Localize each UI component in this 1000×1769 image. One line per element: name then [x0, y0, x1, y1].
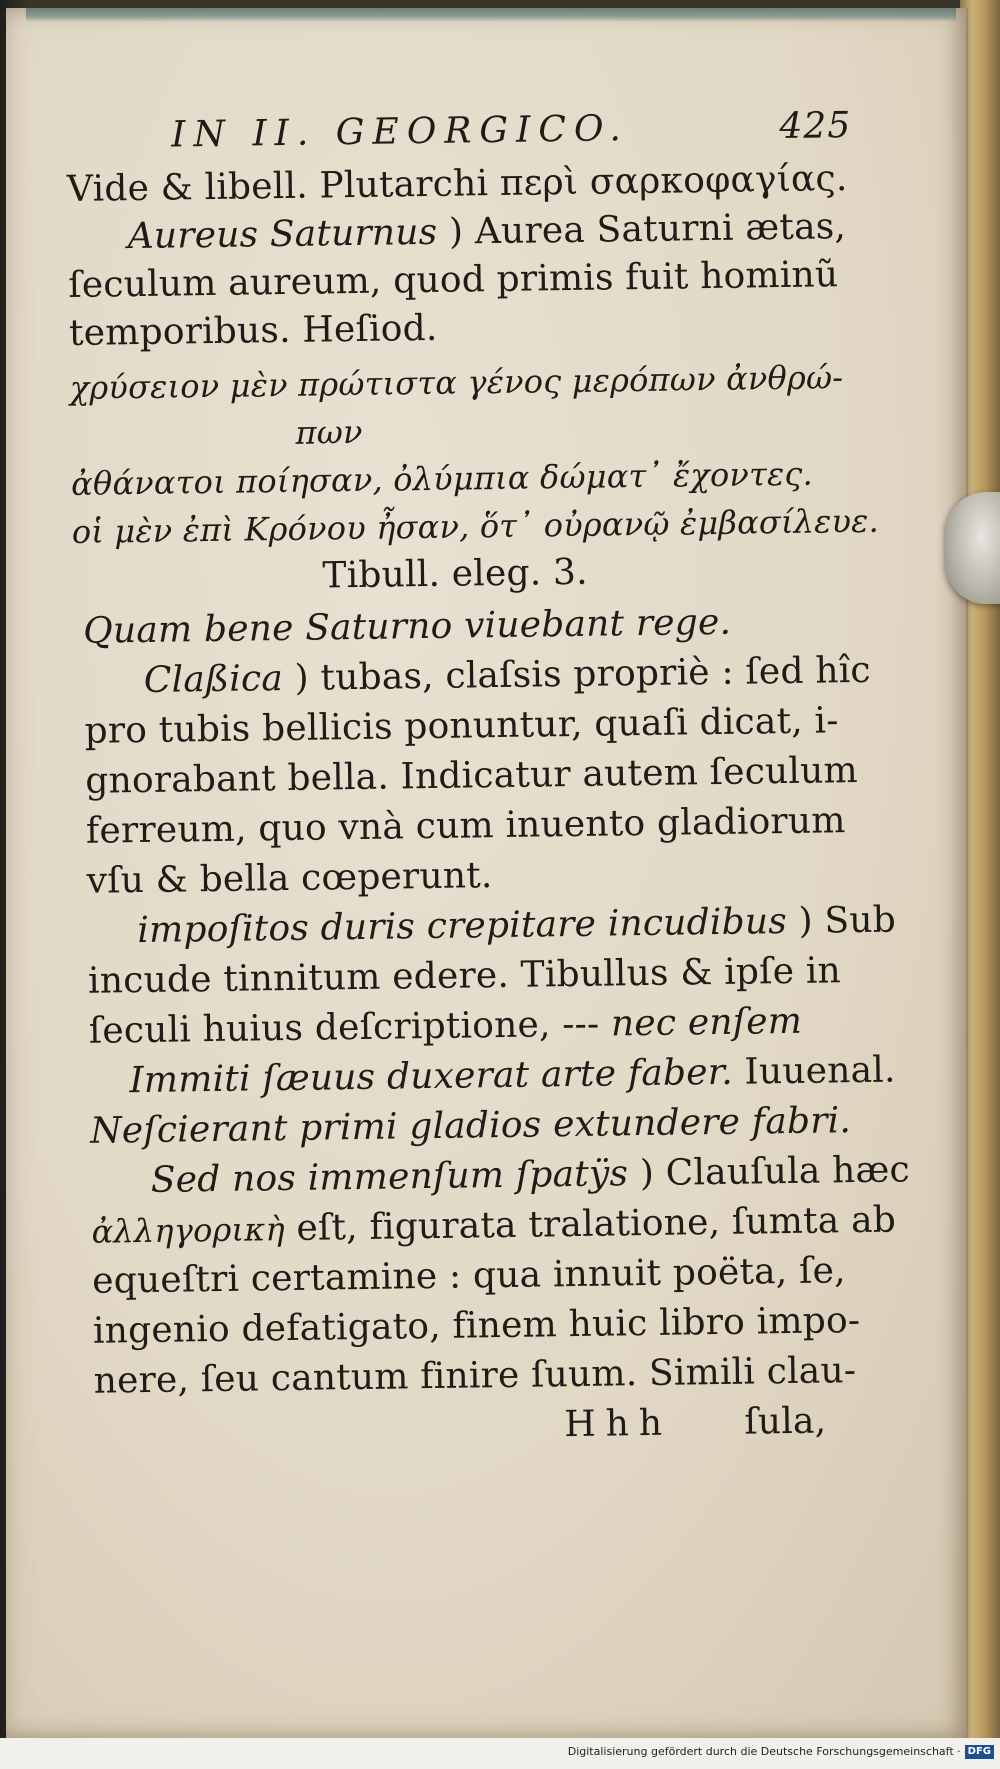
text-line: temporibus. Heſiod. — [68, 307, 438, 354]
text-line: gnorabant bella. Indicatur autem ſeculum — [85, 750, 859, 802]
digitization-credit: Digitalisierung gefördert durch die Deutsche Forschungsgemeinschaft · DFG — [568, 1745, 994, 1759]
greek-line: χρύσειον μὲν πρώτιστα γένος μερόπων ἀνθρώ- — [69, 358, 844, 407]
text-line: pro tubis bellicis ponuntur, quaſi dicat, i- — [84, 700, 839, 752]
lemma: Sed nos immenſum ſpatÿs — [150, 1153, 629, 1201]
text-line: ingenio defatigato, finem huic libro impo- — [92, 1300, 861, 1352]
lemma: impoſitos duris crepitare incudibus — [137, 901, 788, 952]
verse-quotation: Quam bene Saturno viuebant rege. — [82, 601, 732, 652]
verse-quotation: Neſcierant primi gladios extundere fabri. — [89, 1100, 852, 1152]
text-line: vſu & bella cœperunt. — [86, 855, 493, 902]
text-line: ſeculum aureum, quod primis fuit hominũ — [68, 254, 839, 306]
text-line: incude tinnitum edere. Tibullus & ipſe in — [87, 950, 842, 1002]
citation-line: Tibull. eleg. 3. — [322, 551, 588, 597]
greek-line: ἀθάνατοι ποίησαν, ὀλύμπια δώματ᾽ ἔχοντες. — [70, 454, 814, 503]
text-line: equeſtri certamine : qua innuit poëta, ſe, — [91, 1250, 847, 1302]
text-line: Immiti ſæuus duxerat arte faber. Iuuenal. — [129, 1049, 896, 1102]
running-header — [171, 105, 852, 155]
lemma: Claßica — [143, 658, 284, 701]
text-line: Sed nos immenſum ſpatÿs ) Clauſula hæc — [150, 1149, 911, 1201]
running-title: IN II. GEORGICO. — [170, 108, 630, 156]
text-line: nere, ſeu cantum finire ſuum. Simili clau- — [93, 1350, 857, 1402]
text-line: Vide & libell. Plutarchi περὶ σαρκοφαγίας. — [66, 158, 848, 210]
signature-mark: Hhh — [564, 1402, 673, 1446]
book-clasp — [946, 492, 1000, 604]
text-line: Aureus Saturnus ) Aurea Saturni ætas, — [127, 206, 847, 258]
page-text — [66, 105, 911, 1446]
lemma: Aureus Saturnus — [127, 211, 438, 258]
text-line: ἀλληγορικὴ eſt, figurata tralatione, ſumta ab — [91, 1199, 897, 1251]
text-line: impoſitos duris crepitare incudibus ) Sub — [137, 899, 897, 952]
dfg-logo: DFG — [965, 1745, 994, 1759]
text-line: ſeculi huius deſcriptione, --- nec enſem — [88, 1000, 803, 1052]
page-number: 425 — [779, 105, 852, 148]
top-binding-edge — [26, 8, 956, 22]
catchword: ſula, — [744, 1400, 827, 1443]
greek-line: οἱ μὲν ἐπὶ Κρόνου ἦσαν, ὅτ᾽ οὐρανῷ ἐμβασίλευε. — [71, 501, 880, 551]
text-line: ferreum, quo vnà cum inuento gladiorum — [85, 800, 846, 852]
book-page — [6, 8, 968, 1738]
greek-line: πων — [295, 412, 363, 452]
text-line: Claßica ) tubas, claſsis propriè : ſed hîc — [143, 649, 872, 701]
